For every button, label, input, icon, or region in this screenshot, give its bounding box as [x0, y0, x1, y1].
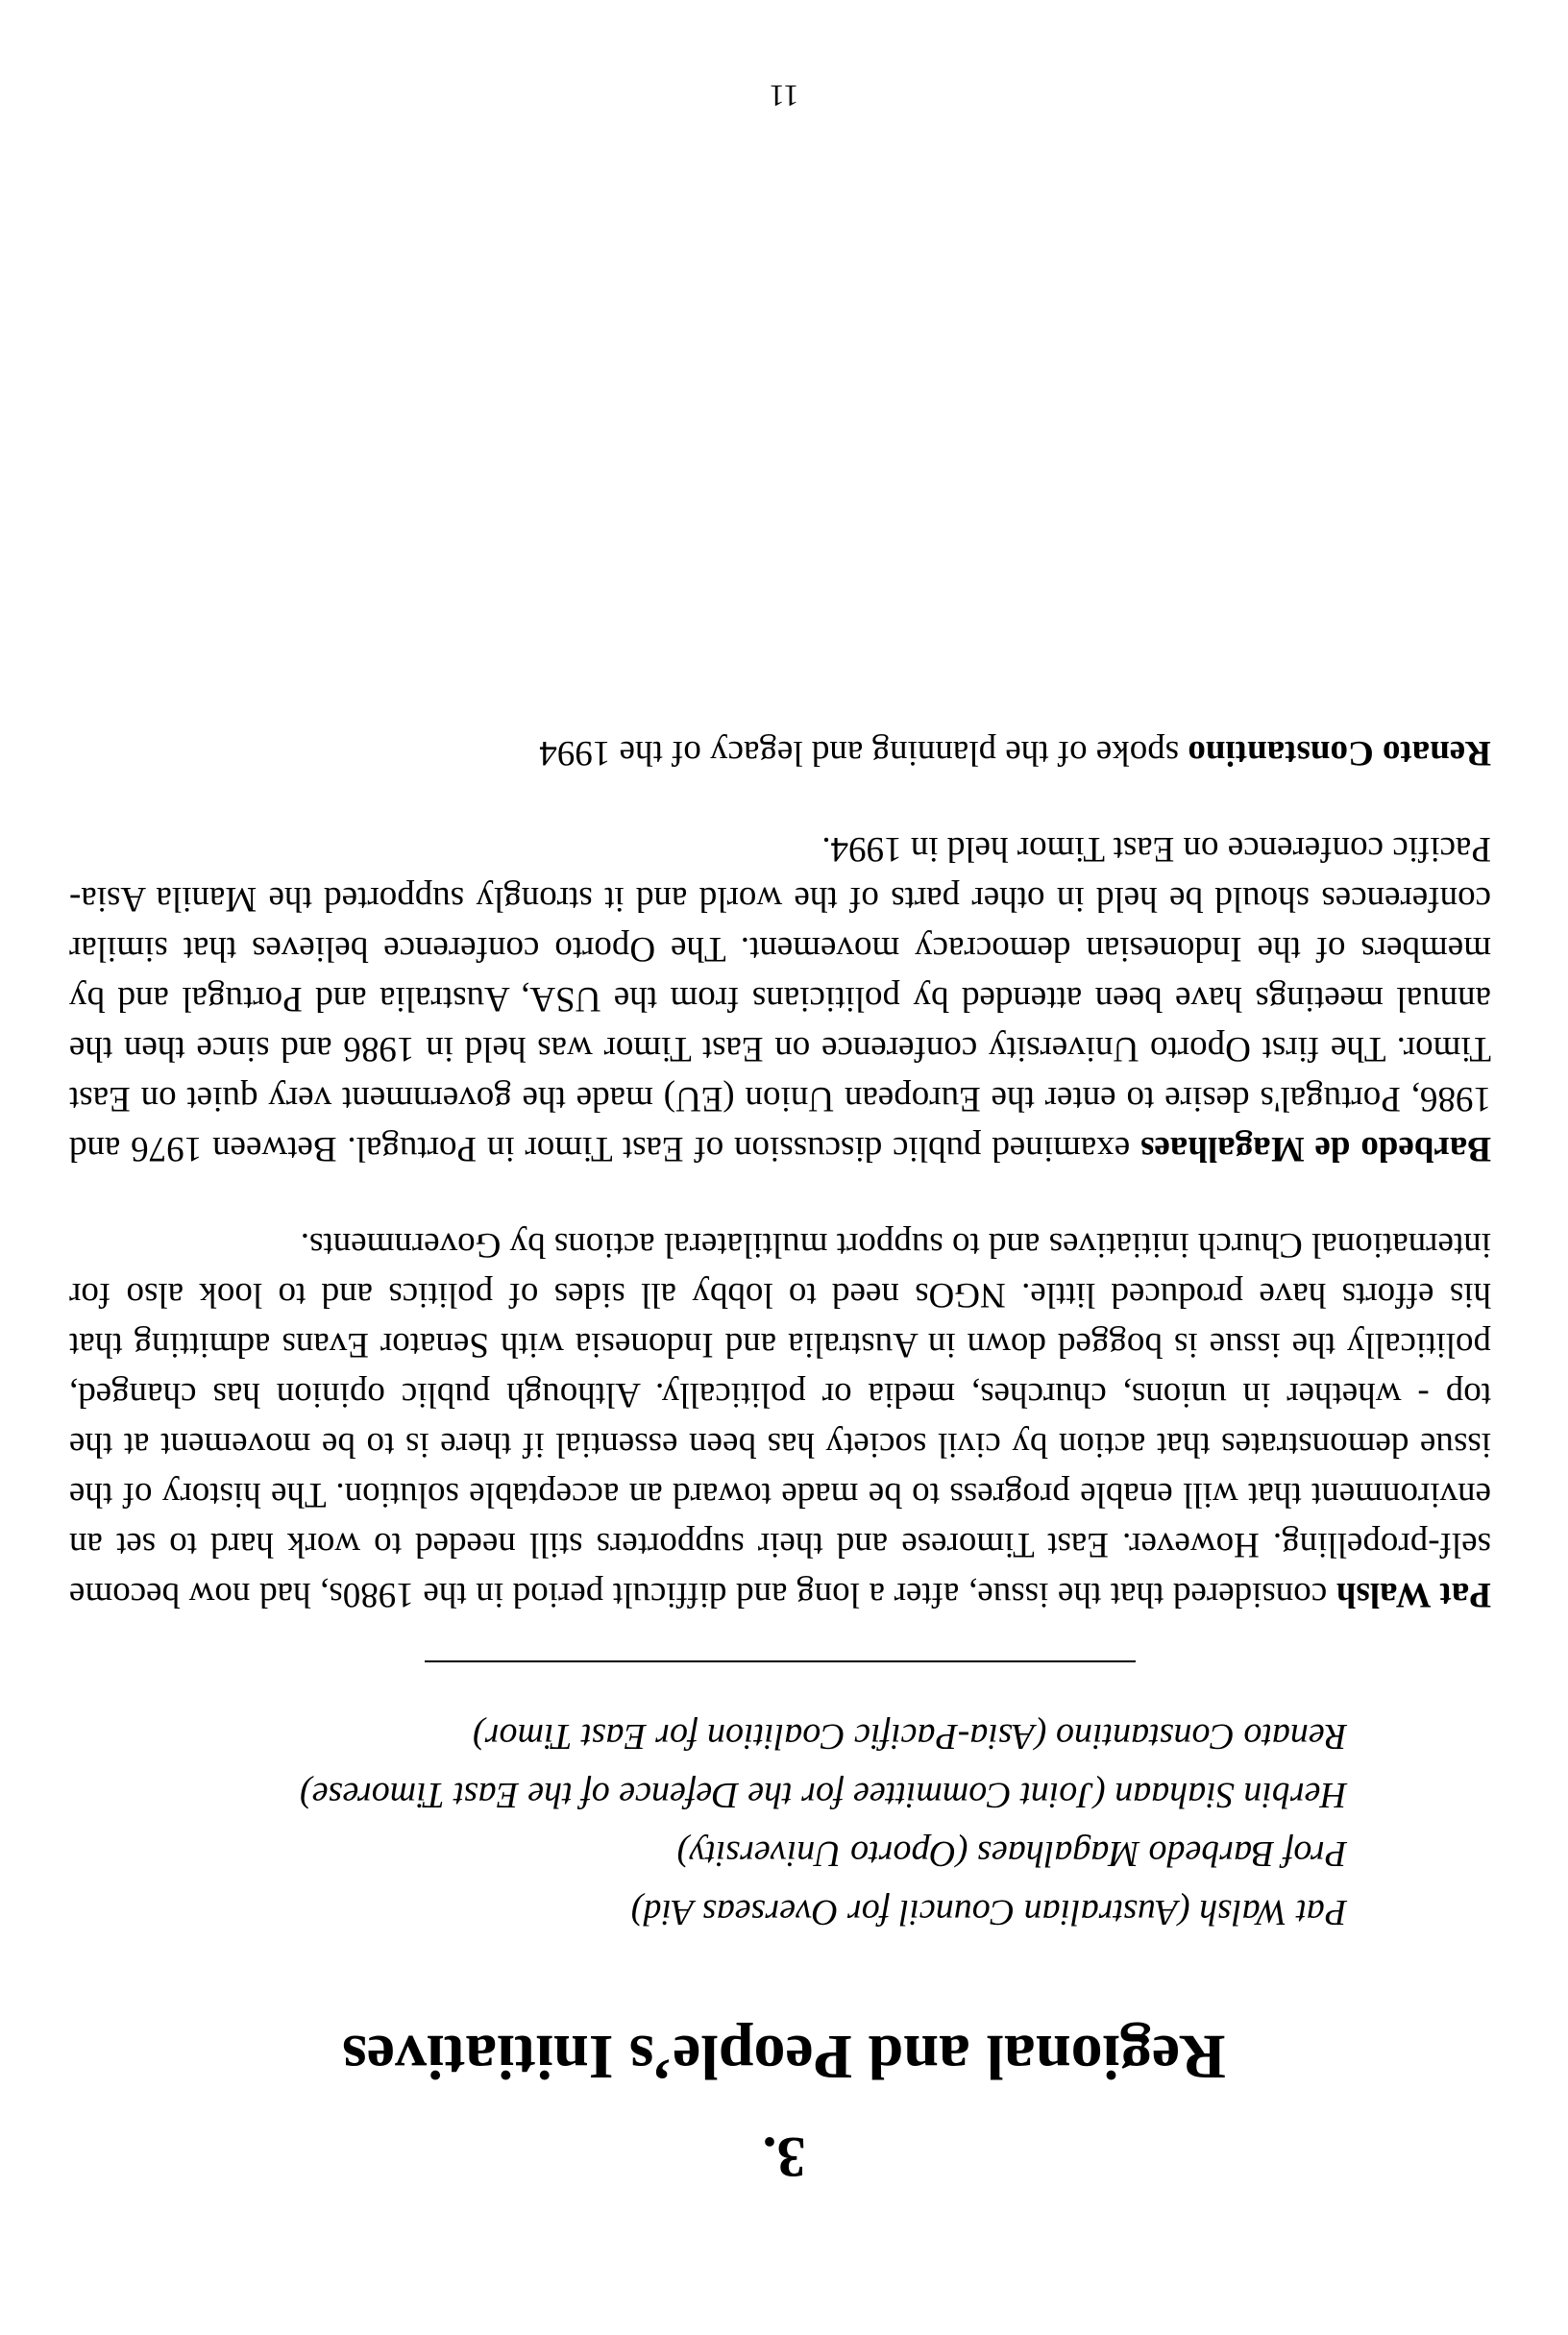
page-number: 11	[769, 79, 799, 113]
speaker-line: Renato Constantino (Asia-Pacific Coalition for East Timor)	[473, 1716, 1347, 1757]
speaker-line: Pat Walsh (Australian Council for Overseas Aid)	[630, 1892, 1347, 1932]
body-text	[69, 681, 1491, 1619]
section-number: 3.	[762, 2126, 806, 2189]
speaker-line: Prof Barbedo Magalhaes (Oporto University)	[676, 1833, 1347, 1874]
section-divider	[425, 1660, 1136, 1662]
speaker-name: Barbedo de Magalhaes	[1140, 1129, 1491, 1168]
section-title: Regional and People’s Initiatives	[342, 2022, 1226, 2092]
paragraph-magalhaes	[69, 823, 1491, 1173]
speaker-name: Pat Walsh	[1335, 1575, 1491, 1614]
speaker-list	[98, 1707, 1347, 1941]
paragraph-text: spoke of the planning and legacy of the 1994	[539, 733, 1188, 773]
speaker-name: Renato Constantino	[1188, 733, 1491, 773]
paragraph-text: considered that the issue, after a long and difficult period in the 1980s, had now become self-propelling. However. East Timorese and their supporters still needed to work hard to set an environment that will enable progress to be made toward an acceptable solution. The history of the issue demonstrates that action by civil society has been essential if there is to be movement at the top - whether in unions, churches, media or politically. Although public opinion has changed, politically the issue is bogged down in Australia and Indonesia with Senator Evans admitting that his efforts have produced little. NGOs need to lobby all sides of politics and to look also for international Church initiatives and to support multilateral actions by Governments.	[68, 1225, 1491, 1614]
paragraph-walsh	[69, 1219, 1491, 1619]
speaker-line: Herbin Siahaan (Joint Committee for the Defence of the East Timorese)	[300, 1775, 1347, 1815]
paragraph-constantino	[69, 727, 1491, 777]
paragraph-text: examined public discussion of East Timor in Portugal. Between 1976 and 1986, Portugal's desire to enter the European Union (EU) made the government very quiet on East Timor. The first Oporto University conference on East Timor was held in 1986 and since then the annual meetings have been attended by politicians from the USA, Australia and Portugal and by members of the Indonesian democracy movement. The Oporto conference believes that similar conferences should be held in other parts of the world and it strongly supported the Manila Asia-Pacific conference on East Timor held in 1994.	[69, 829, 1491, 1168]
